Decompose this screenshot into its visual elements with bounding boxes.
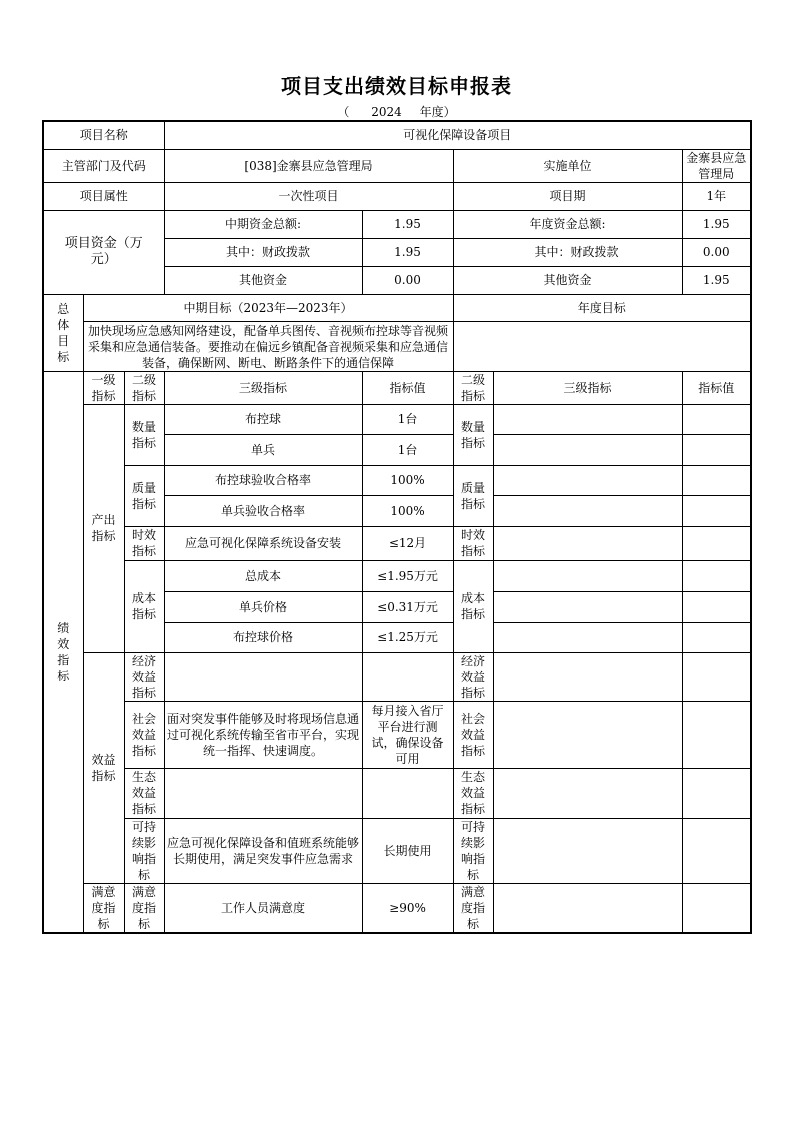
su1-name-year <box>493 818 682 883</box>
year-other-label: 其他资金 <box>453 266 682 294</box>
mid-fiscal-label: 其中：财政拨款 <box>164 238 362 266</box>
period-value: 1年 <box>682 182 751 210</box>
eco-name <box>164 768 362 818</box>
row-project-name <box>43 121 751 149</box>
c1-value-year <box>682 560 751 591</box>
ql2-value-year <box>682 495 751 526</box>
attr-value: 一次性项目 <box>164 182 453 210</box>
row-attr <box>43 182 751 210</box>
econ-label-year: 经济效益指标 <box>453 652 493 701</box>
cost-label-year: 成本指标 <box>453 560 493 652</box>
mid-goal-text: 加快现场应急感知网络建设，配备单兵图传、音视频布控球等音视频采集和应急通信装备。要推动在偏远乡镇配备音视频采集和应急通信装备，确保断网、断电、断路条件下的通信保障 <box>83 321 453 371</box>
eco-name-year <box>493 768 682 818</box>
q2-name: 单兵 <box>164 434 362 465</box>
quality-label-year: 质量指标 <box>453 465 493 526</box>
h-level2-year: 二级指标 <box>453 371 493 404</box>
dept-label: 主管部门及代码 <box>43 149 164 182</box>
quantity-label-year: 数量指标 <box>453 404 493 465</box>
eco-label-year: 生态效益指标 <box>453 768 493 818</box>
benefit-label: 效益指标 <box>83 652 124 883</box>
social-label: 社会效益指标 <box>124 701 164 768</box>
quality-label: 质量指标 <box>124 465 164 526</box>
c2-name: 单兵价格 <box>164 591 362 622</box>
c1-name-year <box>493 560 682 591</box>
satisfy-l1-label: 满意度指标 <box>83 883 124 933</box>
econ-value-year <box>682 652 751 701</box>
c2-value-year <box>682 591 751 622</box>
ql2-value: 100% <box>362 495 453 526</box>
eco-label: 生态效益指标 <box>124 768 164 818</box>
ql2-name-year <box>493 495 682 526</box>
year-fiscal: 0.00 <box>682 238 751 266</box>
c3-name-year <box>493 622 682 652</box>
quantity-label: 数量指标 <box>124 404 164 465</box>
h-level1: 一级指标 <box>83 371 124 404</box>
h-value-year: 指标值 <box>682 371 751 404</box>
row-dept <box>43 149 751 182</box>
c3-value: ≤1.25万元 <box>362 622 453 652</box>
row-c1 <box>43 560 751 591</box>
impl-value: 金寨县应急管理局 <box>682 149 751 182</box>
ql1-name: 布控球验收合格率 <box>164 465 362 495</box>
q1-value: 1台 <box>362 404 453 434</box>
sa1-value: ≥90% <box>362 883 453 933</box>
row-t1 <box>43 526 751 560</box>
row-ql1 <box>43 465 751 495</box>
row-social <box>43 701 751 768</box>
q1-value-year <box>682 404 751 434</box>
q1-name: 布控球 <box>164 404 362 434</box>
s1-value-year <box>682 701 751 768</box>
period-label: 项目期 <box>453 182 682 210</box>
sa1-name: 工作人员满意度 <box>164 883 362 933</box>
performance-table <box>42 120 752 934</box>
t1-name-year <box>493 526 682 560</box>
satisfy-l2-label: 满意度指标 <box>124 883 164 933</box>
row-goal-header <box>43 294 751 321</box>
su1-value: 长期使用 <box>362 818 453 883</box>
h-value: 指标值 <box>362 371 453 404</box>
s1-value: 每月接入省厅平台进行测试，确保设备可用 <box>362 701 453 768</box>
t1-value: ≤12月 <box>362 526 453 560</box>
su1-value-year <box>682 818 751 883</box>
mid-fiscal: 1.95 <box>362 238 453 266</box>
q2-value: 1台 <box>362 434 453 465</box>
ql1-value: 100% <box>362 465 453 495</box>
sustain-label-year: 可持续影响指标 <box>453 818 493 883</box>
eco-value <box>362 768 453 818</box>
h-level2: 二级指标 <box>124 371 164 404</box>
c3-value-year <box>682 622 751 652</box>
sa1-name-year <box>493 883 682 933</box>
row-eco <box>43 768 751 818</box>
q2-name-year <box>493 434 682 465</box>
attr-label: 项目属性 <box>43 182 164 210</box>
satisfy-label-year: 满意度指标 <box>453 883 493 933</box>
project-name: 可视化保障设备项目 <box>164 121 751 149</box>
social-label-year: 社会效益指标 <box>453 701 493 768</box>
c1-value: ≤1.95万元 <box>362 560 453 591</box>
c2-value: ≤0.31万元 <box>362 591 453 622</box>
year-goal-text <box>453 321 751 371</box>
c3-name: 布控球价格 <box>164 622 362 652</box>
econ-name-year <box>493 652 682 701</box>
q1-name-year <box>493 404 682 434</box>
sa1-value-year <box>682 883 751 933</box>
mid-other: 0.00 <box>362 266 453 294</box>
row-satisfy <box>43 883 751 933</box>
q2-value-year <box>682 434 751 465</box>
row-fund-total <box>43 210 751 238</box>
year-other: 1.95 <box>682 266 751 294</box>
year-fiscal-label: 其中：财政拨款 <box>453 238 682 266</box>
row-econ <box>43 652 751 701</box>
econ-name <box>164 652 362 701</box>
year-line <box>0 103 793 120</box>
perf-label: 绩效指标 <box>43 371 83 933</box>
eco-value-year <box>682 768 751 818</box>
s1-name-year <box>493 701 682 768</box>
fund-label: 项目资金（万元） <box>43 210 164 294</box>
mid-total-label: 中期资金总额: <box>164 210 362 238</box>
mid-total: 1.95 <box>362 210 453 238</box>
project-name-label: 项目名称 <box>43 121 164 149</box>
econ-value <box>362 652 453 701</box>
dept-value: [038]金寨县应急管理局 <box>164 149 453 182</box>
row-perf-header <box>43 371 751 404</box>
t1-value-year <box>682 526 751 560</box>
impl-label: 实施单位 <box>453 149 682 182</box>
cost-label: 成本指标 <box>124 560 164 652</box>
h-level3: 三级指标 <box>164 371 362 404</box>
t1-name: 应急可视化保障系统设备安装 <box>164 526 362 560</box>
goal-label: 总体目标 <box>43 294 83 371</box>
ql2-name: 单兵验收合格率 <box>164 495 362 526</box>
output-label: 产出指标 <box>83 404 124 652</box>
row-q1 <box>43 404 751 434</box>
ql1-value-year <box>682 465 751 495</box>
year-value: 2024 <box>371 105 402 119</box>
mid-goal-label: 中期目标（2023年—2023年） <box>83 294 453 321</box>
mid-other-label: 其他资金 <box>164 266 362 294</box>
c2-name-year <box>493 591 682 622</box>
timely-label: 时效指标 <box>124 526 164 560</box>
row-sustain <box>43 818 751 883</box>
su1-name: 应急可视化保障设备和值班系统能够长期使用，满足突发事件应急需求 <box>164 818 362 883</box>
row-goal-text <box>43 321 751 371</box>
year-open: （ <box>337 105 350 119</box>
year-goal-label: 年度目标 <box>453 294 751 321</box>
year-total: 1.95 <box>682 210 751 238</box>
s1-name: 面对突发事件能够及时将现场信息通过可视化系统传输至省市平台，实现统一指挥、快速调度。 <box>164 701 362 768</box>
year-label: 年度） <box>419 105 456 119</box>
h-level3-year: 三级指标 <box>493 371 682 404</box>
sustain-label: 可持续影响指标 <box>124 818 164 883</box>
page-title: 项目支出绩效目标申报表 <box>281 74 512 98</box>
year-total-label: 年度资金总额: <box>453 210 682 238</box>
ql1-name-year <box>493 465 682 495</box>
econ-label: 经济效益指标 <box>124 652 164 701</box>
c1-name: 总成本 <box>164 560 362 591</box>
timely-label-year: 时效指标 <box>453 526 493 560</box>
